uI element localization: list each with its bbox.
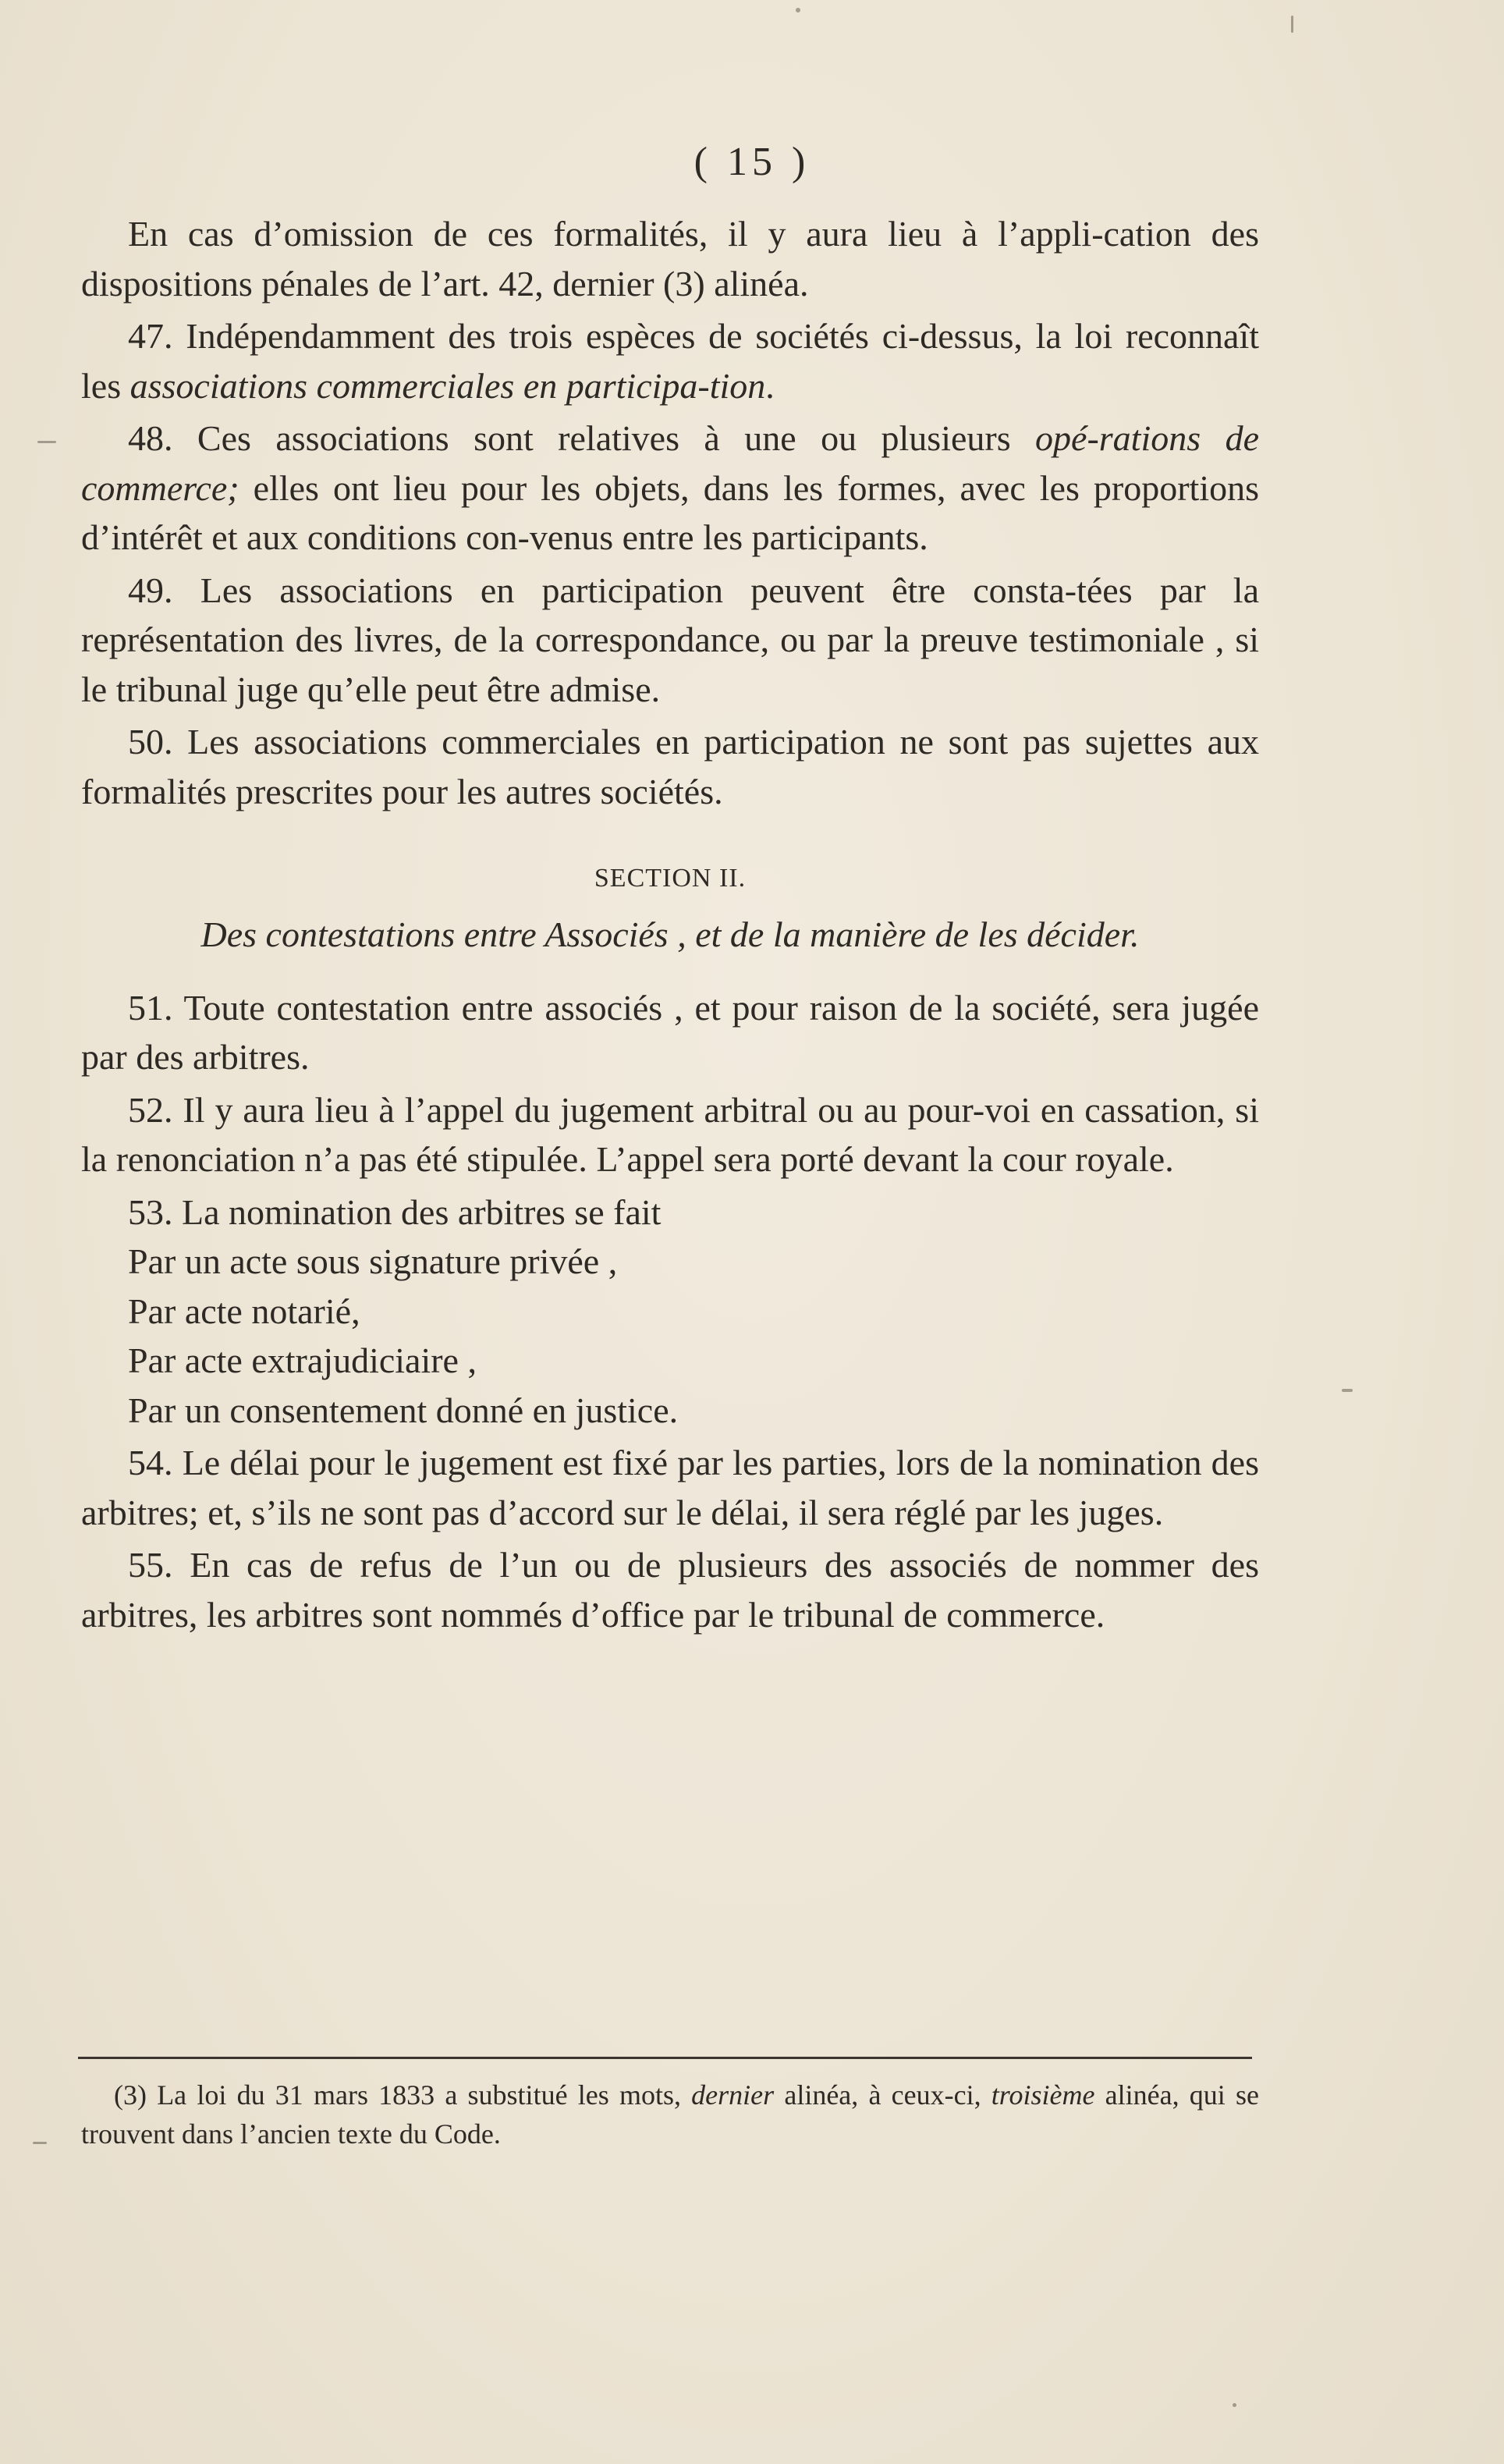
article-54 [81,1438,1259,1537]
list-line: Par un consentement donné en justice. [128,1390,679,1430]
intro-text-a: En cas d’omission de ces formalités, il y aura lieu à l’appli-cation des dispositions pénales de l’art. 42, dernier [81,214,1259,304]
paper-speck [796,8,800,12]
footnote-italic: troisième [991,2079,1095,2111]
article-50 [81,717,1259,816]
article-italic: opé-rations de commerce; [81,418,1259,508]
footnote-divider [78,2057,1252,2059]
list-line: Par acte extrajudiciaire , [128,1340,477,1380]
article-text: Il y aura lieu à l’appel du jugement arbitral ou au pour-voi en cassation, si la renonciation n’a pas été stipulée. L’appel sera porté devant la cour royale. [81,1089,1259,1179]
article-text: Ces associations sont relatives à une ou plusieurs [172,418,1036,458]
paper-speck [37,441,56,443]
footnote [81,2075,1259,2153]
article-text-end: . [765,365,775,406]
article-number: 49. [128,570,173,610]
article-text: En cas de refus de l’un ou de plusieurs des associés de nommer des arbitres, les arbitres sont nommés d’office par le tribunal de commerce. [81,1545,1259,1635]
main-text [81,209,1259,1639]
section-title: Des contestations entre Associés , et de la manière de les décider. [200,914,1140,954]
article-55 [81,1540,1259,1639]
article-53 [81,1188,1259,1237]
article-text: Indépendamment des trois espèces de sociétés ci-dessus, la loi reconnaît les [81,316,1259,406]
list-line: Par un acte sous signature privée , [128,1241,618,1281]
article-52 [81,1085,1259,1184]
article-47 [81,311,1259,410]
article-number: 50. [128,722,173,762]
article-text-end: elles ont lieu pour les objets, dans les formes, avec les proportions d’intérêt et aux conditions con-venus entre les participants. [81,467,1259,557]
article-text: Le délai pour le jugement est fixé par les parties, lors de la nomination des arbitres; et, s’ils ne sont pas d’accord sur le délai, il sera réglé par les juges. [81,1443,1259,1532]
intro-text-b: alinéa. [704,263,809,304]
article-text: Toute contestation entre associés , et pour raison de la société, sera jugée par des arbitres. [81,987,1259,1077]
section-heading: SECTION II. [594,864,747,893]
article-text: Les associations en participation peuvent être consta-tées par la représentation des livres, de la correspondance, ou par la preuve testimoniale , si le tribunal juge qu’elle peut être admise. [81,570,1259,709]
paper-speck [1291,16,1293,33]
article-number: 53. [128,1191,173,1232]
article-48 [81,414,1259,563]
article-number: 52. [128,1089,173,1130]
article-text: La nomination des arbitres se fait [172,1191,662,1232]
page-number: ( 15 ) [693,140,811,184]
paper-speck [1233,2403,1236,2407]
article-number: 55. [128,1545,173,1585]
footnote-text: alinéa, qui se trouvent dans l’ancien texte du Code. [81,2079,1259,2150]
footnote-text: La loi du 31 mars 1833 a substitué les mots, [146,2079,692,2111]
footnote-reference: (3) [663,263,705,304]
article-49 [81,566,1259,715]
footnote-mark: (3) [114,2079,147,2111]
paper-speck [1342,1389,1353,1392]
article-number: 47. [128,316,173,356]
paper-speck [33,2142,47,2144]
article-italic: associations commerciales en participa-tion [129,365,766,406]
article-number: 51. [128,987,173,1028]
intro-paragraph [81,209,1259,308]
article-number: 54. [128,1443,173,1482]
footnote-text: alinéa, à ceux-ci, [774,2079,991,2111]
article-51 [81,983,1259,1082]
footnote-italic: dernier [691,2079,775,2111]
article-number: 48. [128,418,173,458]
article-text: Les associations commerciales en participation ne sont pas sujettes aux formalités prescrites pour les autres sociétés. [81,722,1259,811]
list-line: Par acte notarié, [128,1291,360,1331]
